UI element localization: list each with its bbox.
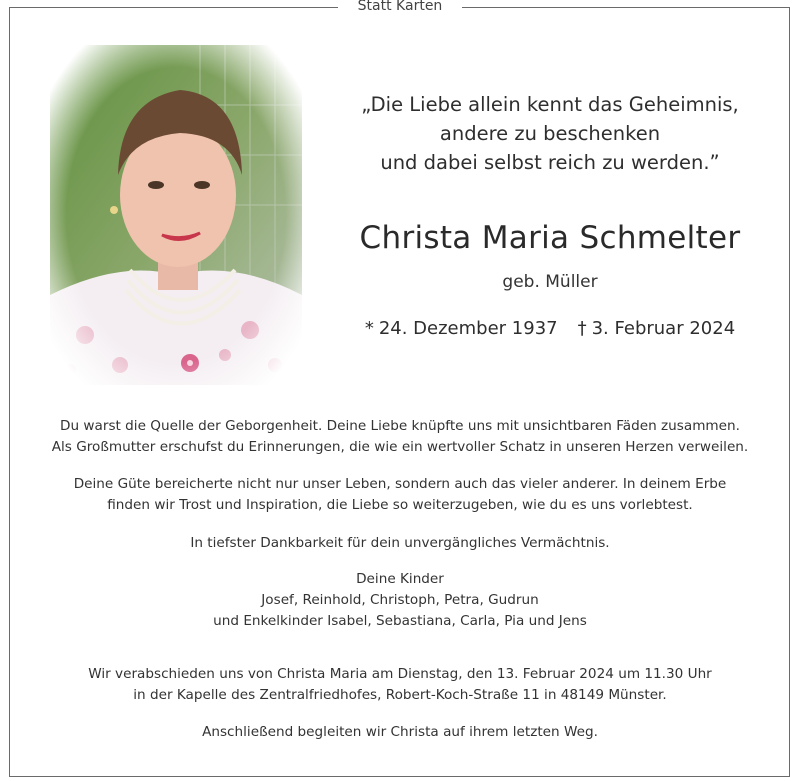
death-date: 3. Februar 2024 [591, 318, 736, 339]
tribute-paragraph-2 [20, 474, 780, 516]
portrait-photo [50, 45, 302, 385]
service-details [20, 664, 780, 706]
life-dates [330, 318, 770, 339]
text-line: Als Großmutter erschufst du Erinnerungen, die wie ein wertvoller Schatz in unseren Herzen verweilen. [51, 439, 749, 455]
family-signature [20, 569, 780, 632]
header-label: Statt Karten [0, 0, 800, 14]
birth-symbol: * [364, 318, 374, 339]
text-line: Anschließend begleiten wir Christa auf ihrem letzten Weg. [202, 724, 598, 740]
text-line: Wir verabschieden uns von Christa Maria am Dienstag, den 13. Februar 2024 um 11.30 Uhr [88, 666, 712, 682]
quote [330, 90, 770, 177]
quote-line: „Die Liebe allein kennt das Geheimnis, [361, 93, 739, 116]
text-line: Deine Kinder [356, 571, 444, 587]
birth-date: 24. Dezember 1937 [378, 318, 558, 339]
text-line: In tiefster Dankbarkeit für dein unvergängliches Vermächtnis. [190, 535, 610, 551]
tribute-paragraph-1 [20, 416, 780, 458]
deceased-name: Christa Maria Schmelter [359, 220, 741, 256]
quote-line: und dabei selbst reich zu werden.” [380, 151, 720, 174]
text-line: und Enkelkinder Isabel, Sebastiana, Carla, Pia und Jens [213, 613, 587, 629]
portrait-illustration [50, 45, 302, 385]
text-line: Josef, Reinhold, Christoph, Petra, Gudrun [261, 592, 539, 608]
quote-line: andere zu beschenken [439, 122, 661, 145]
text-line: finden wir Trost und Inspiration, die Liebe so weiterzugeben, wie du es uns vorlebtest. [107, 497, 693, 513]
closing-line [20, 722, 780, 743]
text-line: Deine Güte bereicherte nicht nur unser Leben, sondern auch das vieler anderer. In deinem Erbe [73, 476, 727, 492]
text-line: Du warst die Quelle der Geborgenheit. Deine Liebe knüpfte uns mit unsichtbaren Fäden zusammen. [60, 418, 740, 434]
text-line: in der Kapelle des Zentralfriedhofes, Robert-Koch-Straße 11 in 48149 Münster. [133, 687, 667, 703]
maiden-name: geb. Müller [502, 272, 598, 292]
death-symbol: † [577, 318, 587, 339]
gratitude-line [20, 533, 780, 554]
